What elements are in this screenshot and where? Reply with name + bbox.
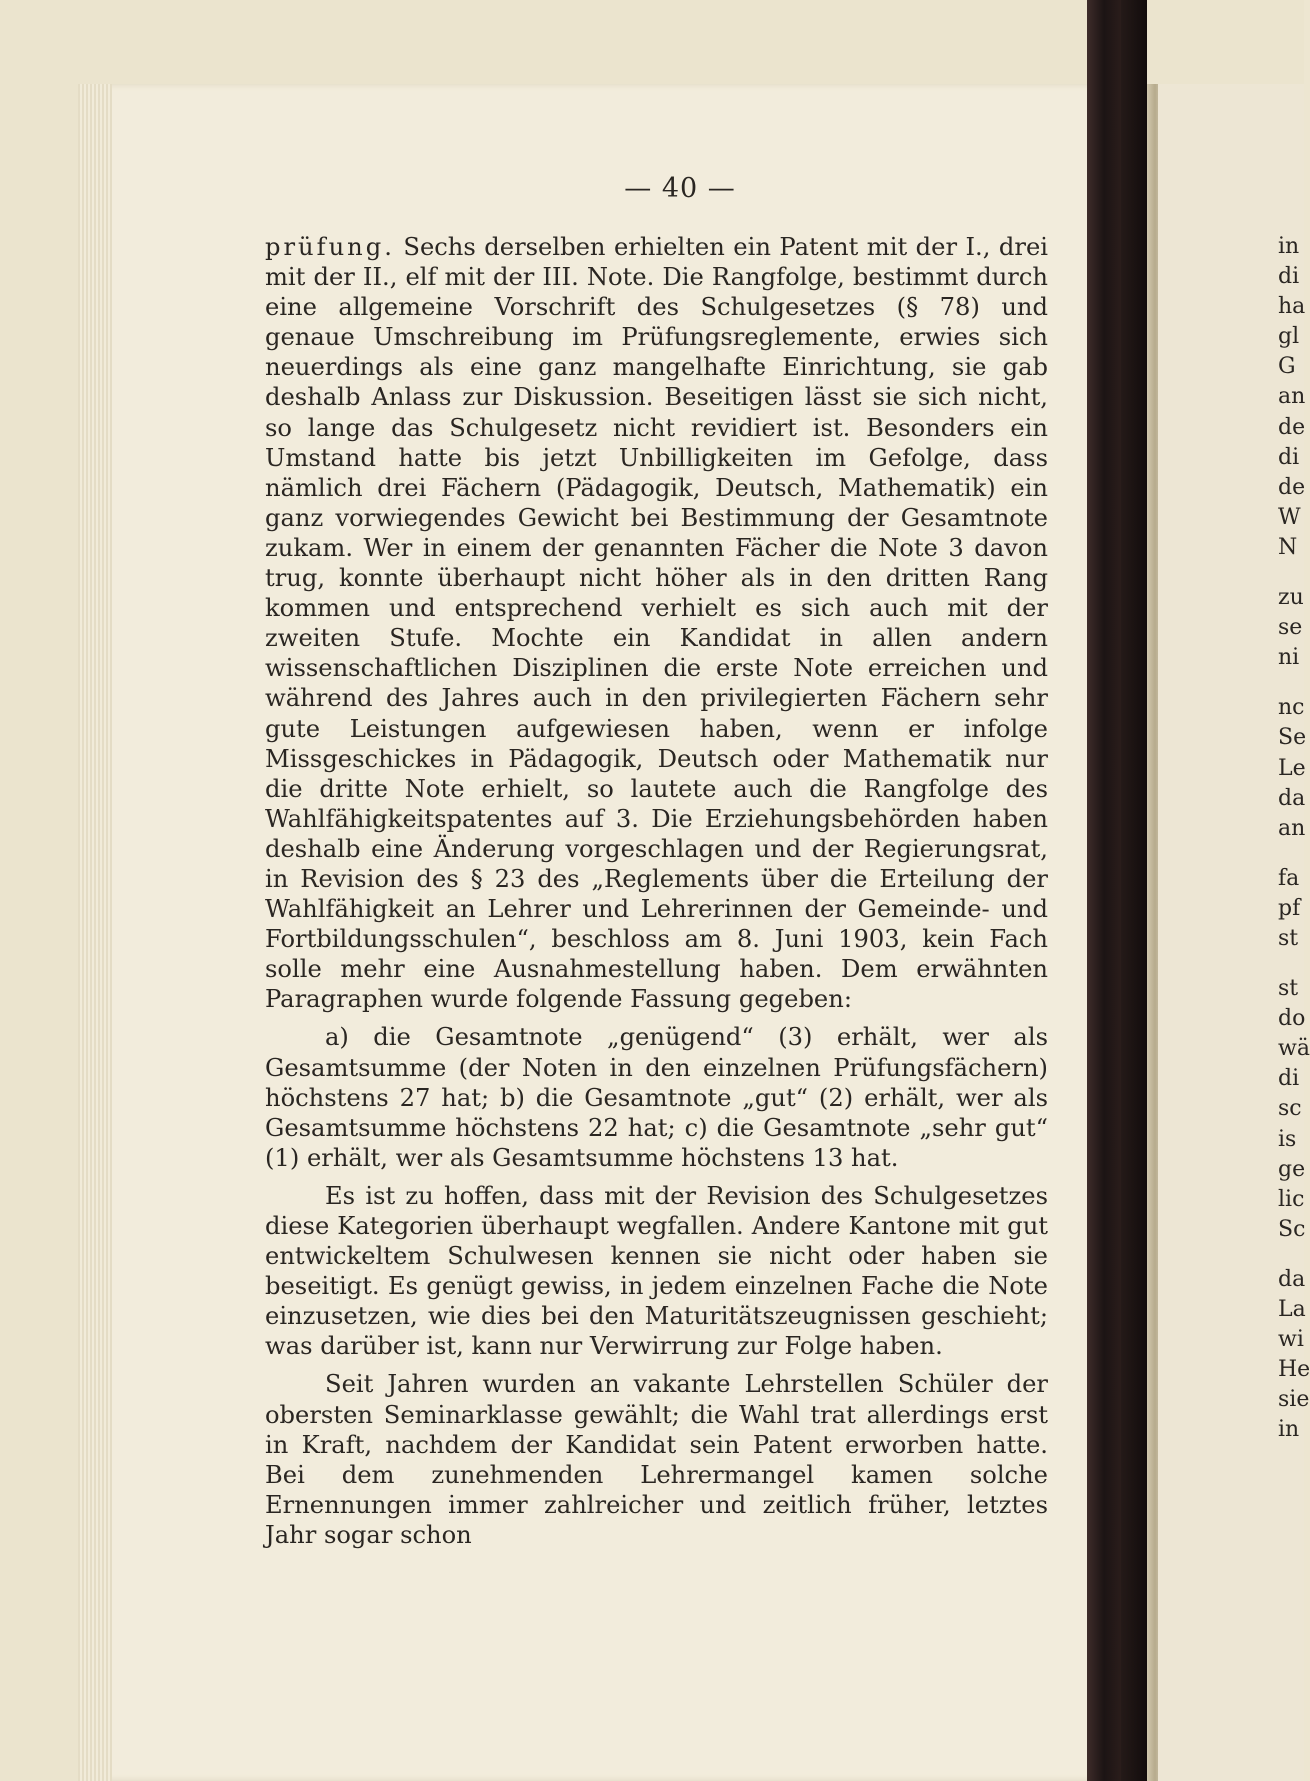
adjacent-fragment: di bbox=[1278, 444, 1300, 470]
adjacent-fragment: se bbox=[1278, 615, 1303, 641]
adjacent-fragment: di bbox=[1278, 264, 1300, 290]
adjacent-page-text-fragments bbox=[1278, 232, 1310, 1445]
adjacent-fragment bbox=[1278, 954, 1304, 974]
paragraph: Seit Jahren wurden an vakante Lehrstellen Schüler der obersten Seminarklasse gewählt; die Wahl trat allerdings erst in Kraft, nachdem der Kandidat sein Patent erworben hatte. Bei dem zunehmenden Lehrermangel kamen solche Ernennungen immer zahlreicher und zeitlich früher, letztes Jahr sogar schon bbox=[265, 1370, 1048, 1549]
adjacent-fragment: ni bbox=[1278, 645, 1300, 671]
adjacent-fragment: di bbox=[1278, 1066, 1300, 1092]
adjacent-fragment bbox=[1278, 844, 1304, 864]
adjacent-fragment: sie bbox=[1278, 1387, 1310, 1413]
adjacent-fragment: W bbox=[1278, 504, 1301, 530]
adjacent-fragment: Le bbox=[1278, 755, 1306, 781]
adjacent-fragment: lic bbox=[1278, 1186, 1305, 1212]
adjacent-fragment: nc bbox=[1278, 695, 1305, 721]
paragraph: a) die Gesamtnote „genügend“ (3) erhält, wer als Gesamtsumme (der Noten in den einzelnen Prüfungsfächern) höchstens 27 hat; b) die Gesamtnote „gut“ (2) erhält, wer als Gesamtsumme höchstens 22 hat; c) die Gesamtnote „sehr gut“ (1) erhält, wer als Gesamtsumme höchstens 13 hat. bbox=[265, 1023, 1048, 1172]
adjacent-fragment: wä bbox=[1278, 1036, 1310, 1062]
adjacent-fragment: Se bbox=[1278, 725, 1307, 751]
adjacent-fragment: ha bbox=[1278, 294, 1306, 320]
adjacent-fragment: an bbox=[1278, 384, 1306, 410]
adjacent-fragment: N bbox=[1278, 534, 1298, 560]
adjacent-fragment: de bbox=[1278, 414, 1306, 440]
adjacent-fragment: in bbox=[1278, 234, 1300, 259]
adjacent-fragment: wi bbox=[1278, 1327, 1304, 1353]
adjacent-fragment: Sc bbox=[1278, 1216, 1306, 1242]
paragraph-lead-word: prüfung. bbox=[265, 233, 395, 261]
adjacent-fragment: in bbox=[1278, 1417, 1300, 1443]
book-binding-edge-dark bbox=[1121, 0, 1147, 1781]
adjacent-fragment: st bbox=[1278, 976, 1299, 1002]
adjacent-fragment: La bbox=[1278, 1297, 1306, 1322]
adjacent-fragment: da bbox=[1278, 1266, 1306, 1292]
adjacent-fragment bbox=[1278, 673, 1304, 693]
adjacent-fragment: ge bbox=[1278, 1156, 1306, 1182]
page-number-header: — 40 — bbox=[624, 173, 736, 204]
adjacent-fragment: pf bbox=[1278, 895, 1301, 921]
adjacent-fragment: is bbox=[1278, 1126, 1297, 1152]
adjacent-fragment: fa bbox=[1278, 865, 1300, 891]
paragraph: Es ist zu hoffen, dass mit der Revision des Schulgesetzes diese Kategorien überhaupt wegfallen. Andere Kantone mit gut entwickeltem Schulwesen kennen sie nicht oder haben sie beseitigt. Es genügt gewiss, in jedem einzelnen Fache die Note einzusetzen, wie dies bei den Maturitätszeugnissen geschieht; was darüber ist, kann nur Verwirrung zur Folge haben. bbox=[265, 1181, 1048, 1361]
adjacent-fragment bbox=[1278, 1245, 1304, 1265]
adjacent-fragment: G bbox=[1278, 354, 1296, 380]
paragraph bbox=[265, 232, 1048, 1014]
adjacent-fragment: da bbox=[1278, 785, 1306, 811]
adjacent-fragment bbox=[1278, 563, 1304, 583]
adjacent-fragment: de bbox=[1278, 474, 1306, 500]
adjacent-fragment: zu bbox=[1278, 585, 1304, 611]
adjacent-fragment: st bbox=[1278, 925, 1299, 951]
paragraph-text: Sechs derselben erhielten ein Patent mit der I., drei mit der II., elf mit der III. Note. Die Rangfolge, bestimmt durch eine allgemeine Vorschrift des Schulgesetzes (§ 78) und genaue Umschreibung im Prüfungsreglemente, erwies sich neuerdings als eine ganz mangelhafte Einrichtung, sie gab deshalb Anlass zur Diskussion. Beseitigen lässt sie sich nicht, so lange das Schulgesetz nicht revidiert ist. Besonders ein Umstand hatte bis jetzt Unbilligkeiten im Gefolge, dass nämlich drei Fächern (Pädagogik, Deutsch, Mathematik) ein ganz vorwiegendes Gewicht bei Bestimmung der Gesamtnote zukam. Wer in einem der genannten Fächer die Note 3 davon trug, konnte überhaupt nicht höher als in den dritten Rang kommen und entsprechend verhielt es sich auch mit der zweiten Stufe. Mochte ein Kandidat in allen andern wissenschaftlichen Disziplinen die erste Note erreichen und während des Jahres auch in den privilegierten Fächern sehr gute Leistungen aufgewiesen haben, wenn er infolge Missgeschickes in Pädagogik, Deutsch oder Mathematik nur die dritte Note erhielt, so lautete auch die Rangfolge des Wahlfähigkeitspatentes auf 3. Die Erziehungsbehörden haben deshalb eine Änderung vorgeschlagen und der Regierungsrat, in Revision des § 23 des „Reglements über die Erteilung der Wahlfähigkeit an Lehrer und Lehrerinnen der Gemeinde- und Fortbildungsschulen“, beschloss am 8. Juni 1903, kein Fach solle mehr eine Ausnahmestellung haben. Dem erwähnten Paragraphen wurde folgende Fassung gegeben: bbox=[265, 233, 1048, 1014]
page-edge-stack bbox=[78, 84, 112, 1781]
adjacent-fragment: do bbox=[1278, 1006, 1306, 1032]
book-binding-edge bbox=[1087, 0, 1121, 1781]
adjacent-fragment: sc bbox=[1278, 1096, 1302, 1122]
adjacent-fragment: He bbox=[1278, 1357, 1310, 1383]
page-body bbox=[265, 232, 1048, 1550]
adjacent-fragment: gl bbox=[1278, 324, 1300, 350]
adjacent-fragment: an bbox=[1278, 815, 1306, 841]
